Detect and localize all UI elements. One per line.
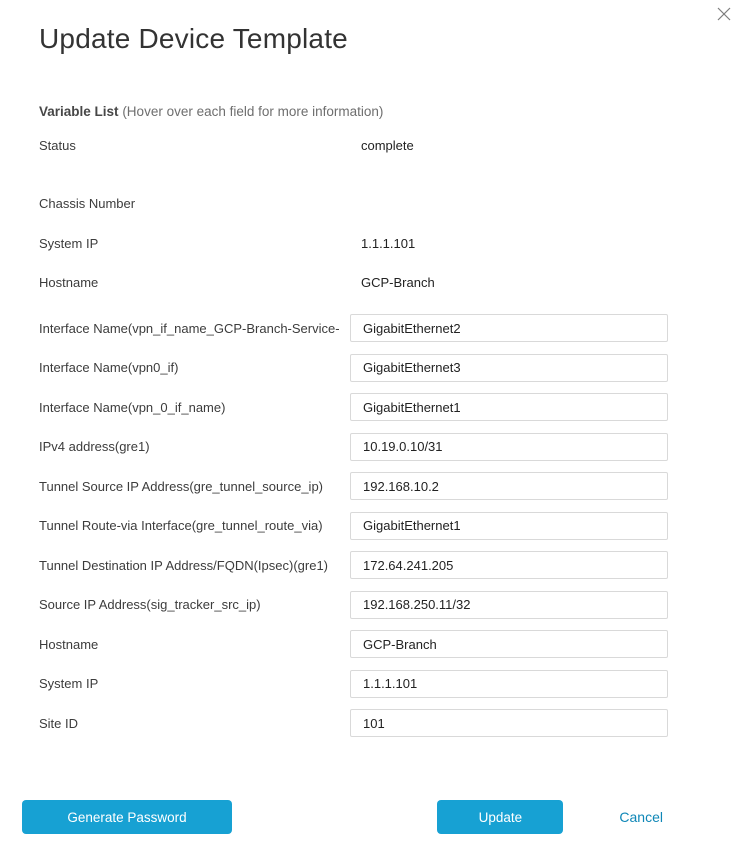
field-row [39,263,752,303]
field-label: Source IP Address(sig_tracker_src_ip) [39,597,261,613]
field-input[interactable] [350,472,668,500]
field-row [39,506,752,546]
close-icon[interactable] [716,6,732,22]
field-row [39,585,752,625]
field-label: System IP [39,676,99,692]
field-input[interactable] [350,709,668,737]
field-label: Site ID [39,715,79,731]
field-label: Chassis Number [39,196,136,212]
field-label: System IP [39,235,99,251]
field-label: Tunnel Route-via Interface(gre_tunnel_route_via) [39,518,323,534]
field-input[interactable] [350,670,668,698]
field-input[interactable] [350,354,668,382]
field-label: Interface Name(vpn_if_name_GCP-Branch-Service- [39,320,340,336]
static-field-rows [39,126,752,303]
variable-list-header [39,103,712,120]
field-input[interactable] [350,314,668,342]
field-row [39,664,752,704]
field-value: 1.1.1.101 [361,235,416,251]
field-row [39,388,752,428]
cancel-button[interactable]: Cancel [619,809,663,825]
field-input[interactable] [350,591,668,619]
field-label: Status [39,138,76,154]
update-button[interactable]: Update [437,800,563,834]
field-row [39,625,752,665]
field-row [39,309,752,349]
field-label: Hostname [39,636,99,652]
close-icon-glyph [716,6,732,22]
field-input[interactable] [350,393,668,421]
input-field-rows [39,309,752,744]
field-label: IPv4 address(gre1) [39,439,150,455]
page-title: Update Device Template [39,23,348,54]
field-input[interactable] [350,512,668,540]
field-input[interactable] [350,433,668,461]
footer-right-group [437,800,663,834]
field-input[interactable] [350,551,668,579]
field-value: complete [361,138,414,154]
footer-actions [0,800,752,834]
field-row [39,704,752,744]
field-row [39,184,752,224]
field-row [39,224,752,264]
field-row [39,348,752,388]
field-label: Tunnel Source IP Address(gre_tunnel_source_ip) [39,478,324,494]
variable-list-note: (Hover over each field for more information) [122,104,384,119]
field-row [39,467,752,507]
field-input[interactable] [350,630,668,658]
field-row [39,126,752,166]
field-value: GCP-Branch [361,275,435,291]
field-label: Tunnel Destination IP Address/FQDN(Ipsec)(gre1) [39,557,329,573]
field-label: Interface Name(vpn_0_if_name) [39,399,226,415]
generate-password-button[interactable]: Generate Password [22,800,232,834]
field-row [39,427,752,467]
field-label: Interface Name(vpn0_if) [39,360,179,376]
field-label: Hostname [39,275,99,291]
variable-list-heading: Variable List [39,104,119,119]
field-row [39,546,752,586]
